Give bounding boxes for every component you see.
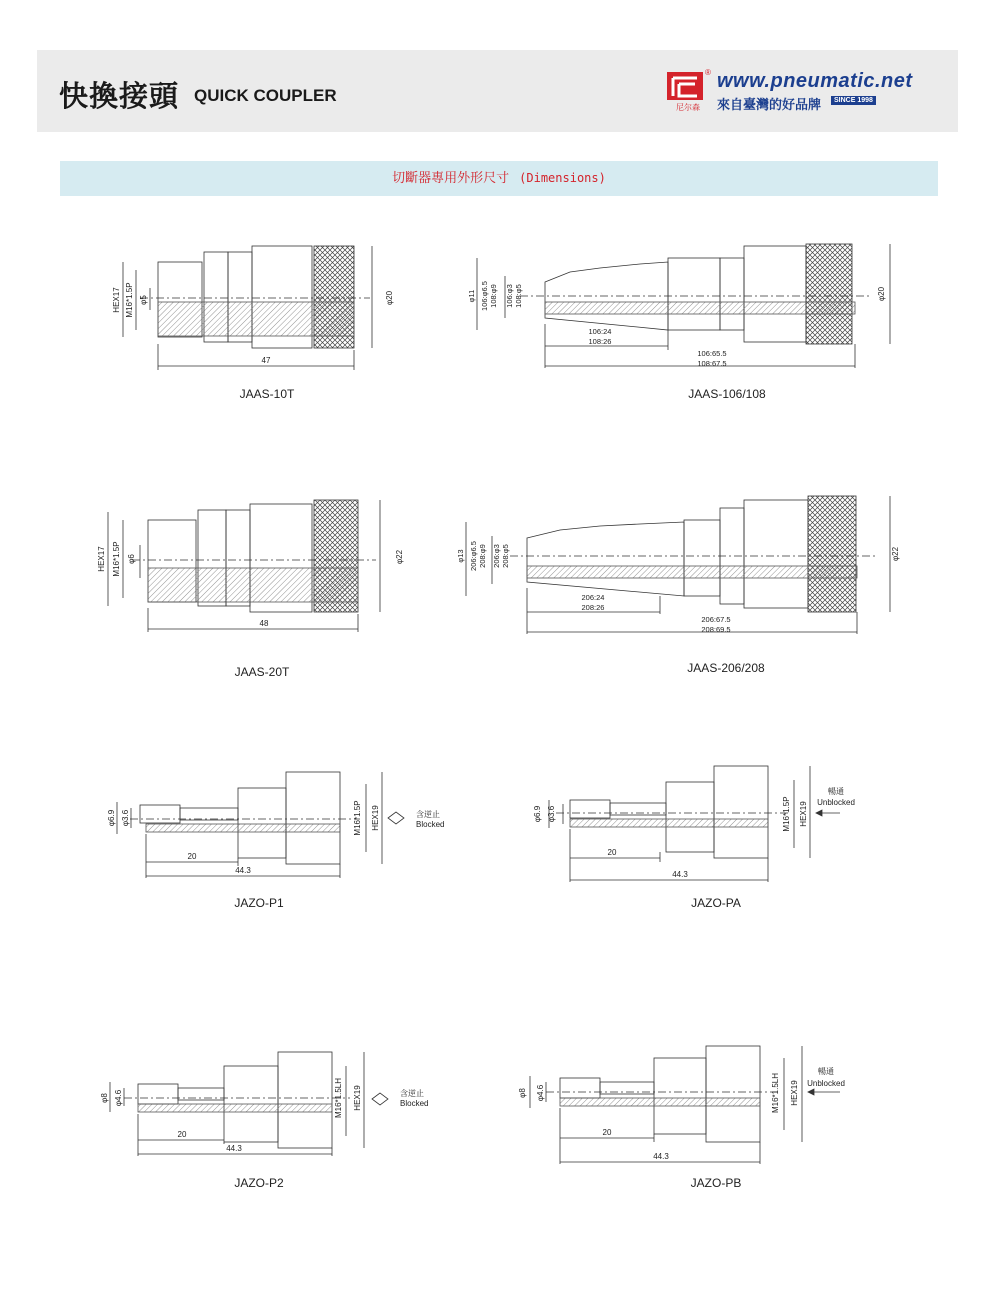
banner-title-en: (Dimensions) — [519, 171, 606, 185]
logo-brand-name: 尼尔森 — [676, 103, 700, 112]
caption-jazo-pa: JAZO-PA — [691, 896, 741, 910]
jaas206-l1a: 206:24 — [581, 593, 605, 602]
jazop1-d1: φ6.9 — [107, 809, 116, 827]
jaas106-l1b: 108:26 — [588, 337, 612, 346]
jazop2-thread: M16*1.5LH — [334, 1077, 343, 1119]
drawing-jaas-20t — [97, 500, 404, 632]
jazopb-hex: HEX19 — [790, 1080, 799, 1106]
drawing-jaas-10t — [112, 246, 394, 370]
jaas20t-length-label: 48 — [259, 619, 269, 628]
banner-title-zh: 切斷器專用外形尺寸 — [392, 171, 510, 186]
jaas106-d-outer: φ11 — [467, 289, 476, 303]
jaas106-d4: 108:φ5 — [514, 284, 523, 308]
jaas20t-od-label: φ22 — [395, 549, 404, 565]
jazop2-l2: 44.3 — [226, 1144, 242, 1153]
jaas206-d2: 208:φ9 — [478, 544, 487, 568]
jazop2-flow-zh: 含逆止 — [400, 1089, 424, 1098]
jaas206-d-outer: φ13 — [456, 549, 465, 563]
drawing-jaas-106-108 — [467, 244, 890, 368]
jaas206-d1: 206:φ6.5 — [469, 541, 478, 571]
drawing-jazo-p1 — [107, 772, 444, 878]
drawing-jazo-pb — [518, 1046, 845, 1164]
jazopa-l2: 44.3 — [672, 870, 688, 879]
jaas10t-length-label: 47 — [261, 356, 271, 365]
jazopa-l1: 20 — [607, 848, 617, 857]
jazop2-hex: HEX19 — [353, 1085, 362, 1111]
jaas20t-thread-label: M16*1.5P — [112, 541, 121, 577]
jaas10t-od-label: φ20 — [385, 290, 394, 306]
logo-since-badge: SINCE 1998 — [831, 96, 876, 105]
jazopa-thread: M16*1.5P — [782, 796, 791, 832]
jazop1-flow-zh: 含逆止 — [416, 810, 440, 819]
jazop1-thread: M16*1.5P — [353, 800, 362, 836]
jaas206-d3: 206:φ3 — [492, 544, 501, 568]
jaas206-l2b: 208:69.5 — [701, 625, 731, 634]
jaas106-l2b: 108:67.5 — [697, 359, 727, 368]
jazopa-hex: HEX19 — [799, 801, 808, 827]
logo-slogan: 來自臺灣的好品牌 — [717, 98, 822, 113]
caption-jazo-p2: JAZO-P2 — [234, 1176, 284, 1190]
jaas106-d2: 108:φ9 — [489, 284, 498, 308]
jaas206-l1b: 208:26 — [581, 603, 605, 612]
title-english: QUICK COUPLER — [194, 86, 337, 105]
jaas20t-bore-label: φ6 — [127, 554, 136, 564]
jaas10t-bore-label: φ5 — [139, 295, 148, 305]
jazop1-d2: φ3.6 — [121, 809, 130, 827]
jaas106-l1a: 106:24 — [588, 327, 612, 336]
jazopb-thread: M16*1.5LH — [771, 1072, 780, 1114]
jazop1-l2: 44.3 — [235, 866, 251, 875]
jazop2-d2: φ4.6 — [114, 1089, 123, 1107]
title-chinese: 快換接頭 — [59, 79, 180, 113]
jaas206-od: φ22 — [891, 546, 900, 562]
jaas106-d3: 106:φ3 — [505, 284, 514, 308]
caption-jaas-206-208: JAAS-206/208 — [687, 661, 765, 675]
jaas206-d4: 208:φ5 — [501, 544, 510, 568]
jazopb-l2: 44.3 — [653, 1152, 669, 1161]
caption-jazo-p1: JAZO-P1 — [234, 896, 284, 910]
caption-jaas-106-108: JAAS-106/108 — [688, 387, 766, 401]
jazop2-d1: φ8 — [100, 1093, 109, 1103]
jazop1-l1: 20 — [187, 852, 197, 861]
jaas10t-thread-label: M16*1.5P — [125, 282, 134, 318]
jazopb-flow-en: Unblocked — [807, 1079, 845, 1088]
caption-jazo-pb: JAZO-PB — [690, 1176, 742, 1190]
jazopb-l1: 20 — [602, 1128, 612, 1137]
jazop2-flow-en: Blocked — [400, 1099, 429, 1108]
jazop1-hex: HEX19 — [371, 805, 380, 831]
jazopb-d1: φ8 — [518, 1088, 527, 1098]
jazopa-d1: φ6.9 — [533, 805, 542, 823]
jazop1-flow-en: Blocked — [416, 820, 445, 829]
jazopb-d2: φ4.6 — [536, 1084, 545, 1102]
jazopa-d2: φ3.6 — [547, 805, 556, 823]
jaas20t-hex-label: HEX17 — [97, 546, 106, 572]
drawing-jazo-pa — [533, 766, 855, 882]
registered-mark: ® — [705, 68, 711, 77]
caption-jaas-20t: JAAS-20T — [234, 665, 290, 679]
jazopb-flow-zh: 暢通 — [818, 1067, 834, 1076]
drawing-jaas-206-208 — [456, 496, 900, 634]
jaas106-l2a: 106:65.5 — [697, 349, 727, 358]
jaas106-od: φ20 — [877, 286, 886, 302]
logo-url: www.pneumatic.net — [717, 70, 913, 92]
jaas10t-hex-label: HEX17 — [112, 287, 121, 313]
jazop2-l1: 20 — [177, 1130, 187, 1139]
jaas106-d1: 106:φ6.5 — [480, 281, 489, 311]
jazopa-flow-zh: 暢通 — [828, 787, 844, 796]
jaas206-l2a: 206:67.5 — [701, 615, 731, 624]
caption-jaas-10t: JAAS-10T — [239, 387, 295, 401]
jazopa-flow-en: Unblocked — [817, 798, 855, 807]
drawing-jazo-p2 — [100, 1052, 428, 1156]
